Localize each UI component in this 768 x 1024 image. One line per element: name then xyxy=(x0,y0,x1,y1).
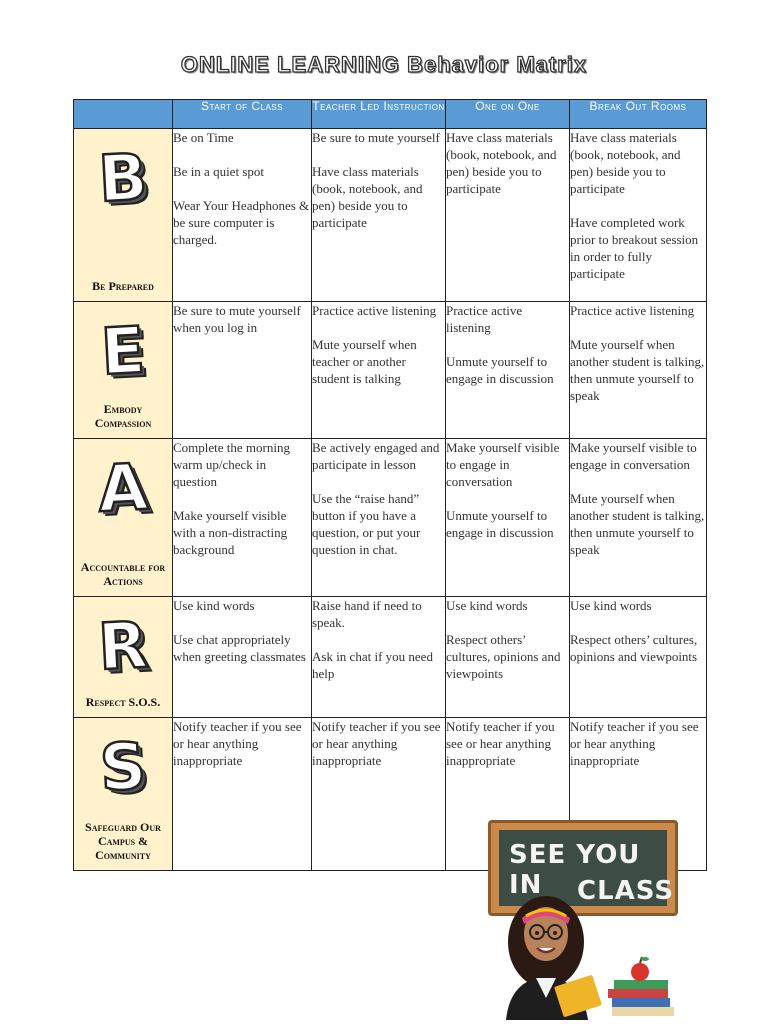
sign-line-2: CLASS xyxy=(577,876,675,906)
cell-start-of-class xyxy=(173,717,312,870)
cell-text: Have class materials (book, notebook, and pen) beside you to participate xyxy=(312,164,423,230)
matrix-row xyxy=(74,302,707,439)
row-label-cell xyxy=(74,439,173,596)
cell-text: Use kind words xyxy=(570,597,652,613)
header-row xyxy=(74,100,707,129)
cell-start-of-class xyxy=(173,129,312,302)
row-label-cell xyxy=(74,129,173,302)
row-label: Safeguard Our Campus & Community xyxy=(85,820,161,862)
cell-text: Notify teacher if you see or hear anything inappropriate xyxy=(312,718,441,768)
row-label-cell xyxy=(74,596,173,717)
cell-teacher-led xyxy=(312,439,446,596)
cell-teacher-led xyxy=(312,129,446,302)
cell-text: Be actively engaged and participate in lesson xyxy=(312,440,440,473)
row-label: Respect S.O.S. xyxy=(85,694,161,709)
cell-text: Ask in chat if you need help xyxy=(312,648,433,681)
cell-text: Be on Time xyxy=(173,130,234,145)
cell-text: Practice active listening xyxy=(570,303,695,319)
row-label: Accountable for Actions xyxy=(80,559,166,588)
cell-text: Use the “raise hand” button if you have a question, or put your question in chat. xyxy=(312,491,421,558)
header-corner-cell xyxy=(74,100,173,129)
page-title: ONLINE LEARNING Behavior Matrix xyxy=(180,52,588,77)
cell-one-on-one xyxy=(446,439,570,596)
cell-text: Notify teacher if you see or hear anything inappropriate xyxy=(570,718,699,768)
cell-teacher-led xyxy=(312,302,446,439)
cell-one-on-one xyxy=(446,302,570,439)
cell-start-of-class xyxy=(173,439,312,596)
cell-break-out-rooms xyxy=(570,596,707,717)
row-label-cell xyxy=(74,717,173,870)
cell-text: Be sure to mute yourself when you log in xyxy=(173,303,301,336)
cell-text: Have completed work prior to breakout session in order to fully participate xyxy=(570,215,699,281)
sign-line-1: SEE YOU IN xyxy=(509,840,641,900)
behavior-matrix-table xyxy=(73,99,707,871)
matrix-row xyxy=(74,439,707,596)
cell-one-on-one xyxy=(446,129,570,302)
cell-text: Notify teacher if you see or hear anything inappropriate xyxy=(173,718,302,768)
cell-text: Make yourself visible to engage in conversation xyxy=(570,440,697,473)
matrix-row xyxy=(74,129,707,302)
header-teacher-led-instruction: Teacher Led Instruction xyxy=(312,100,446,129)
cell-text: Mute yourself when another student is talking, then unmute yourself to speak xyxy=(570,491,705,558)
header-start-of-class: Start of Class xyxy=(173,100,312,129)
row-label: Embody Compassion xyxy=(94,402,152,431)
header-break-out-rooms: Break Out Rooms xyxy=(570,100,707,129)
cell-text: Unmute yourself to engage in discussion xyxy=(446,508,554,541)
cell-text: Respect others’ cultures, opinions and viewpoints xyxy=(446,631,561,681)
cell-text: Raise hand if need to speak. xyxy=(312,597,422,630)
header-one-on-one: One on One xyxy=(446,100,570,129)
cell-text: Mute yourself when another student is talking, then unmute yourself to speak xyxy=(570,337,705,404)
cell-break-out-rooms xyxy=(570,129,707,302)
row-letter: E xyxy=(99,314,147,391)
cell-text: Use chat appropriately when greeting classmates xyxy=(173,631,306,664)
cell-teacher-led xyxy=(312,596,446,717)
cell-break-out-rooms xyxy=(570,302,707,439)
cell-one-on-one xyxy=(446,596,570,717)
cell-text: Practice active listening xyxy=(446,303,523,336)
row-letter: R xyxy=(96,608,150,685)
cell-start-of-class xyxy=(173,302,312,439)
row-letter: A xyxy=(96,451,150,528)
row-letter: B xyxy=(96,140,150,218)
cell-text: Make yourself visible to engage in conversation xyxy=(446,440,560,490)
cell-text: Unmute yourself to engage in discussion xyxy=(446,354,554,387)
teacher-bitmoji-icon xyxy=(496,880,686,1020)
cell-teacher-led xyxy=(312,717,446,870)
cell-text: Wear Your Headphones & be sure computer is charged. xyxy=(173,198,310,247)
cell-text: Make yourself visible with a non-distracting background xyxy=(173,508,288,558)
cell-text: Use kind words xyxy=(173,597,255,613)
cell-text: Have class materials (book, notebook, and pen) beside you to participate xyxy=(570,130,681,196)
cell-start-of-class xyxy=(173,596,312,717)
cell-text: Have class materials (book, notebook, and pen) beside you to participate xyxy=(446,130,557,196)
row-label-cell xyxy=(74,302,173,439)
cell-text: Be in a quiet spot xyxy=(173,164,264,179)
cell-break-out-rooms xyxy=(570,439,707,596)
cell-text: Mute yourself when teacher or another student is talking xyxy=(312,337,417,387)
cell-text: Respect others’ cultures, opinions and viewpoints xyxy=(570,631,698,664)
cell-text: Complete the morning warm up/check in question xyxy=(173,440,290,490)
matrix-row xyxy=(74,596,707,717)
row-label: Be Prepared xyxy=(92,279,154,294)
row-letter: S xyxy=(98,729,148,806)
cell-text: Be sure to mute yourself xyxy=(312,130,440,145)
cell-text: Notify teacher if you see or hear anything inappropriate xyxy=(446,718,555,768)
cell-text: Use kind words xyxy=(446,597,528,613)
cell-text: Practice active listening xyxy=(312,303,437,319)
